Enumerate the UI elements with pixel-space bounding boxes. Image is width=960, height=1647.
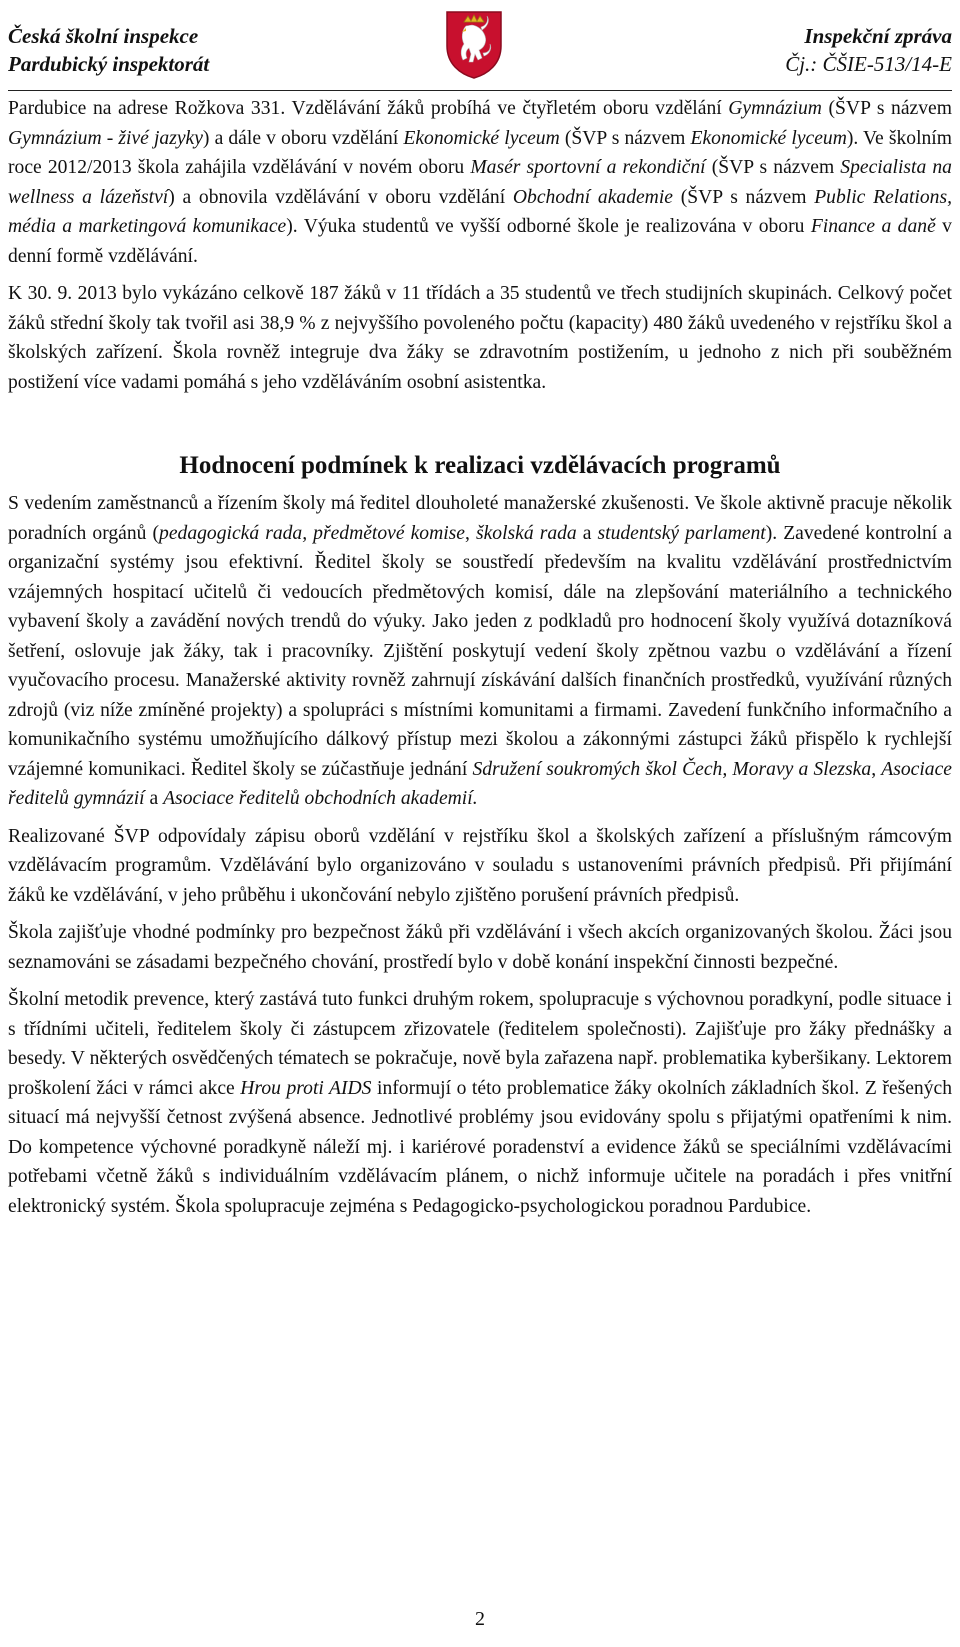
italic-run: Asociace ředitelů obchodních akademií. bbox=[163, 788, 478, 809]
paragraph-enrollment: K 30. 9. 2013 bylo vykázáno celkově 187 žáků v 11 třídách a 35 studentů ve třech studijních skupinách. Celkový počet žáků střední školy tak tvořil asi 38,9 % z nejvyššího povoleného počtu (kapacity) 480 žáků uvedeného v rejstříku škol a školských zařízení. Škola rovněž integruje dva žáky se zdravotním postižením, u jednoho z nich při souběžném postižení více vadami pomáhá s jeho vzděláváním osobní asistentka. bbox=[8, 283, 952, 393]
text-run: ). Výuka studentů ve vyšší odborné škole je realizována v oboru bbox=[286, 216, 811, 237]
header-divider bbox=[8, 90, 952, 91]
text-run: a bbox=[576, 522, 598, 544]
italic-run: Hrou proti AIDS bbox=[240, 1077, 372, 1099]
italic-run: Gymnázium bbox=[728, 98, 822, 119]
italic-run: Ekonomické lyceum bbox=[690, 127, 847, 149]
italic-run: pedagogická rada, předmětové komise bbox=[159, 522, 466, 544]
text-run: ). Zavedené kontrolní a organizační systémy jsou efektivní. Ředitel školy se soustředí především na kvalitu vzdělávání prostřednictvím vzájemných hospitací učitelů či vedoucích předmětových komisí, dále na zlepšování materiálního a technického vybavení školy a zavádění nových trendů do výuky. Jako jeden z podkladů pro hodnocení školy využívá dotazníková šetření, oslovuje jak žáky, tak i pracovníky. Zjištění poskytují vedení školy zpětnou vazbu o vzdělávání a řízení vyučovacího procesu. Manažerské aktivity rovněž zahrnují získávání dalších finančních prostředků, využívání různých zdrojů (viz níže zmíněné projekty) a spolupráci s místními komunitami a firmami. Zavedení funkčního informačního a komunikačního systému umožňujícího dálkový přístup mezi školou a zákonnými zástupci žáků přispělo k rychlejší vzájemné komunikaci. Ředitel školy se zúčastňuje jednání bbox=[8, 522, 952, 780]
italic-run: Obchodní akademie bbox=[512, 186, 673, 208]
text-run: informují o této problematice žáky okolních základních škol. Z řešených situací má nejvyšší četnost zvýšená absence. Jednotlivé problémy jsou evidovány spolu s přijatými opatřeními k nim. Do kompetence výchovné poradkyně náleží mj. i kariérové poradenství a evidence žáků se speciálními vzdělávacími potřebami včetně žáků s individuálním vzdělávacím plánem, o nichž informuje učitele na poradách i přes vnitřní elektronický systém. Škola spolupracuje zejména s Pedagogicko-psychologickou poradnou Pardubice. bbox=[8, 1077, 952, 1217]
text-run: Školní metodik prevence, který zastává tuto funkci druhým rokem, spolupracuje s výchovnou poradkyní, podle situace i s třídními učiteli, ředitelem školy či zástupcem zřizovatele (ředitelem společnosti). Zajišťuje pro žáky přednášky a besedy. V některých osvědčených tématech se pokračuje, nově byla zařazena např. problematika kyberšikany. Lektorem proškolení žáci v rámci akce bbox=[8, 989, 952, 1099]
italic-run: studentský parlament bbox=[597, 522, 766, 544]
italic-run: Asociace ředitelů gymnázií bbox=[8, 758, 952, 809]
italic-run: Specialista na wellness a lázeňství bbox=[8, 157, 952, 208]
text-run: , bbox=[465, 522, 476, 544]
page-number: 2 bbox=[475, 1608, 485, 1630]
text-run: a bbox=[144, 788, 164, 809]
italic-run: Masér sportovní a rekondiční bbox=[470, 157, 706, 178]
header-doc-type: Inspekční zpráva bbox=[804, 24, 952, 48]
section-title: Hodnocení podmínek k realizaci vzdělávacích programů bbox=[179, 452, 781, 479]
text-run: Pardubice na adrese Rožkova 331. Vzdělávání žáků probíhá ve čtyřletém oboru vzdělání bbox=[8, 98, 729, 119]
text-run: S vedením zaměstnanců a řízením školy má ředitel dlouholeté manažerské zkušenosti. Ve škole aktivně pracuje několik poradních orgánů ( bbox=[8, 493, 952, 544]
paragraph-curriculum-compliance: Realizované ŠVP odpovídaly zápisu oborů vzdělání v rejstříku škol a školských zařízení a příslušným rámcovým vzdělávacím programům. Vzdělávání bylo organizováno v souladu s ustanoveními právních předpisů. Při přijímání žáků ke vzdělávání, v jeho průběhu i ukončování nebylo zjištěno porušení právních předpisů. bbox=[8, 825, 952, 906]
text-run: ). Ve školním roce 2012/2013 škola zahájila vzdělávání v novém oboru bbox=[8, 127, 952, 178]
header-left bbox=[8, 22, 209, 78]
paragraph-school-programs bbox=[8, 94, 952, 271]
text-run: (ŠVP s názvem bbox=[559, 127, 691, 149]
text-run: , bbox=[871, 758, 882, 780]
italic-run: Finance a daně bbox=[810, 216, 936, 237]
header-reference: Čj.: ČŠIE-513/14-E bbox=[785, 52, 952, 76]
paragraph-safety: Škola zajišťuje vhodné podmínky pro bezpečnost žáků při vzdělávání i všech akcích organizovaných školou. Žáci jsou seznamováni se zásadami bezpečného chování, prostředí bylo v době konání inspekční činnosti bezpečné. bbox=[8, 922, 952, 973]
header-inspectorate: Pardubický inspektorát bbox=[8, 52, 210, 76]
paragraph-prevention bbox=[8, 985, 952, 1221]
header-right bbox=[785, 22, 952, 78]
italic-run: Public Relations, média a marketingová komunikace bbox=[8, 186, 952, 237]
text-run: ) a dále v oboru vzdělání bbox=[202, 127, 404, 149]
czech-coat-of-arms-icon bbox=[444, 8, 504, 80]
page-header bbox=[8, 14, 952, 86]
paragraph-management bbox=[8, 489, 952, 814]
text-run: (ŠVP s názvem bbox=[821, 98, 952, 119]
italic-run: Gymnázium - živé jazyky bbox=[8, 127, 203, 149]
italic-run: Ekonomické lyceum bbox=[403, 127, 560, 149]
italic-run: Sdružení soukromých škol Čech, Moravy a Slezska bbox=[472, 758, 872, 780]
header-org: Česká školní inspekce bbox=[8, 24, 199, 48]
text-run: v denní formě vzdělávání. bbox=[8, 216, 952, 267]
text-run: (ŠVP s názvem bbox=[705, 157, 841, 178]
text-run: (ŠVP s názvem bbox=[672, 186, 815, 208]
text-run: ) a obnovila vzdělávání v oboru vzdělání bbox=[168, 186, 513, 208]
document-body bbox=[8, 94, 952, 1229]
italic-run: školská rada bbox=[475, 522, 577, 544]
